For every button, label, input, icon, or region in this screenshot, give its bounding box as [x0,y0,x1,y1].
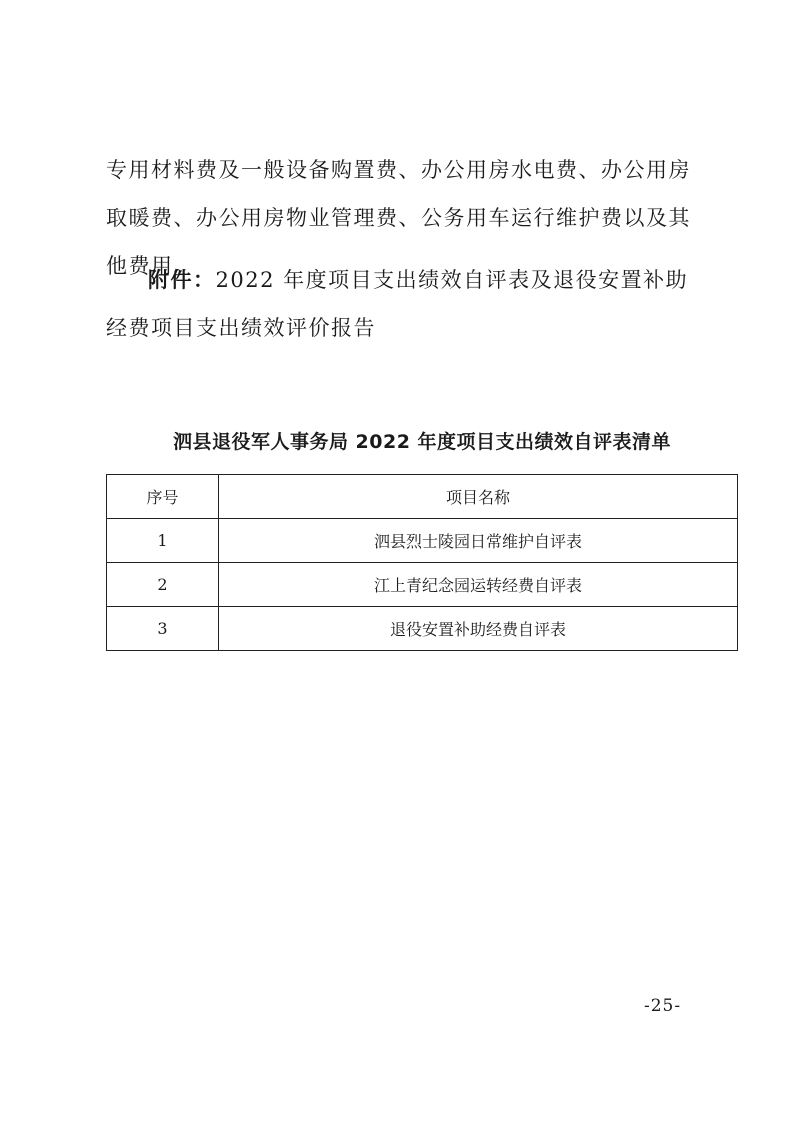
header-index: 序号 [107,475,219,519]
page-number: -25- [644,996,682,1016]
table-title: 泗县退役军人事务局 2022 年度项目支出绩效自评表清单 [172,431,672,453]
header-project-name: 项目名称 [219,475,738,519]
attachment-label: 附件： [148,268,216,292]
table-row [107,563,738,607]
body-paragraph: 专用材料费及一般设备购置费、办公用房水电费、办公用房取暖费、办公用房物业管理费、公务用车运行维护费以及其他费用。 [106,158,691,278]
project-list-table [106,474,738,651]
table-row [107,607,738,651]
attachment-text: 2022 年度项目支出绩效自评表及退役安置补助经费项目支出绩效评价报告 [106,268,689,340]
row-project-name: 退役安置补助经费自评表 [219,607,738,651]
row-project-name: 泗县烈士陵园日常维护自评表 [219,519,738,563]
row-index: 2 [107,563,219,607]
table-header-row [107,475,738,519]
table-row [107,519,738,563]
attachment-paragraph [106,256,706,352]
row-index: 3 [107,607,219,651]
row-project-name: 江上青纪念园运转经费自评表 [219,563,738,607]
row-index: 1 [107,519,219,563]
